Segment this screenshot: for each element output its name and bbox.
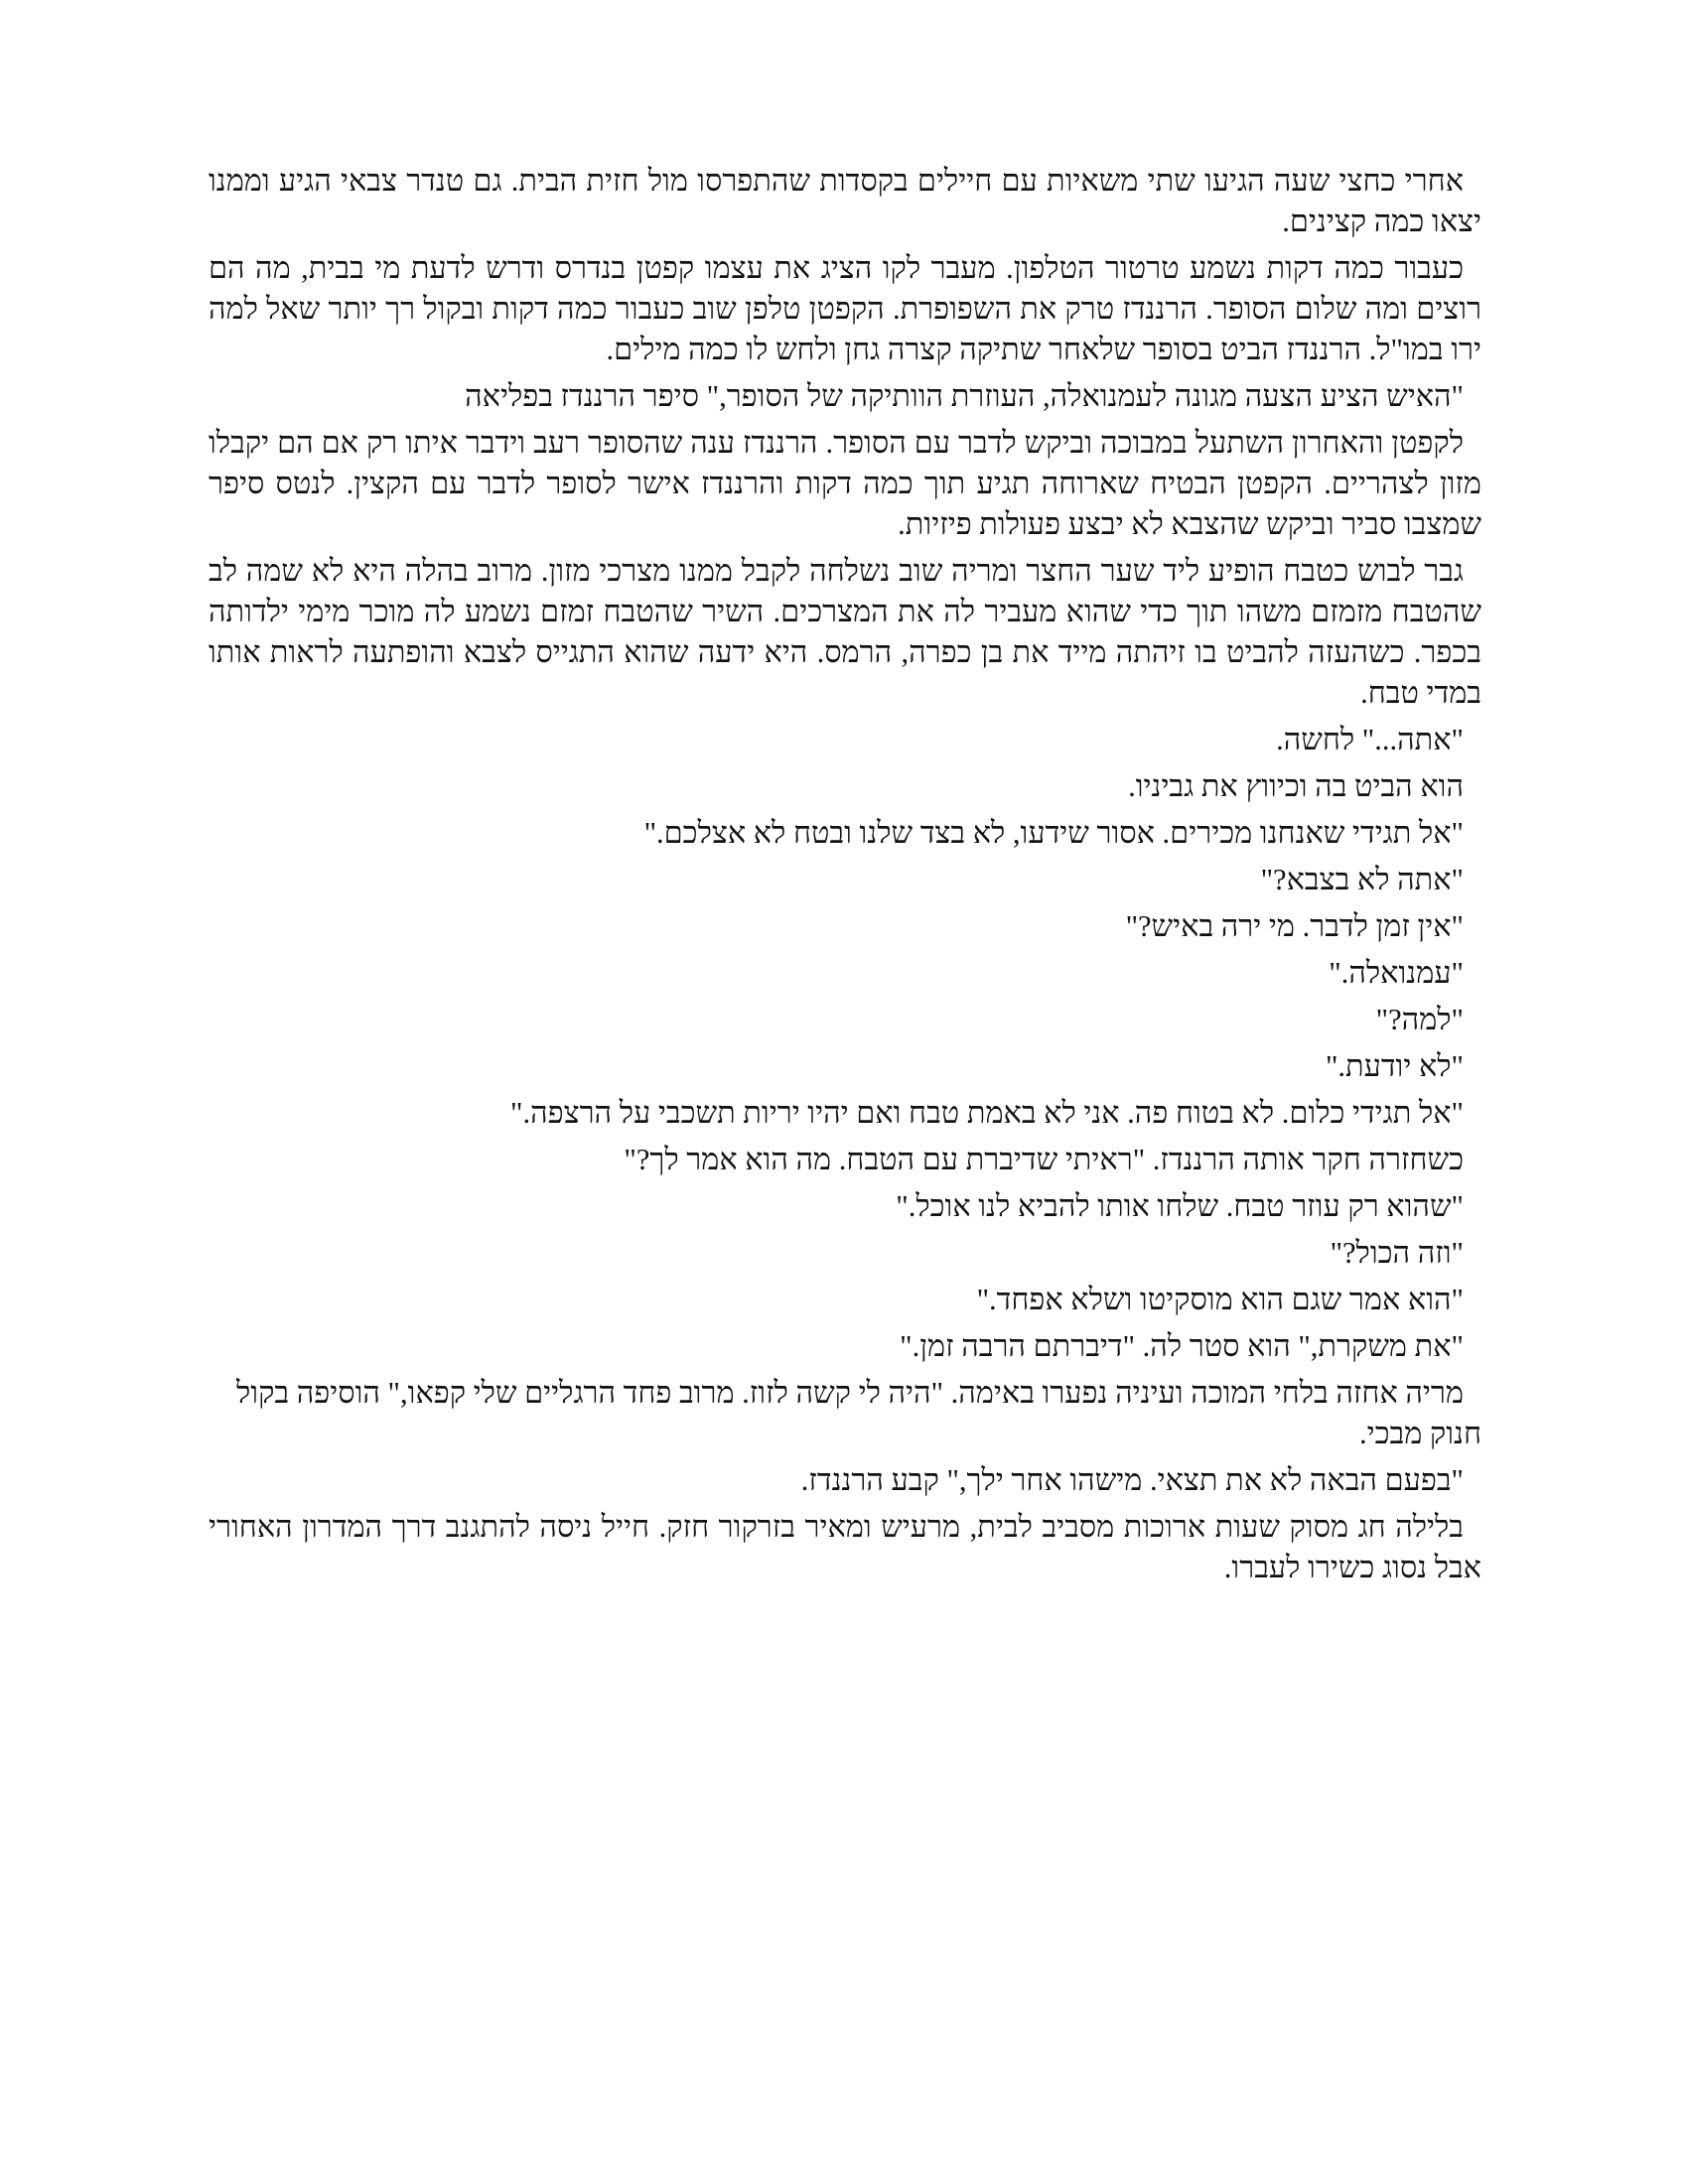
paragraph: גבר לבוש כטבח הופיע ליד שער החצר ומריה שוב נשלחה לקבל ממנו מצרכי מזון. מרוב בהלה היא לא שמה לב שהטבח מזמזם משהו תוך כדי שהוא מעביר לה את המצרכים. השיר שהטבח זמזם נשמע לה מוכר מימי ילדותה בכפר. כשהעזה להביט בו זיהתה מייד את בן כפרה, הרמס. היא ידעה שהוא התגייס לצבא והופתעה לראות אותו במדי טבח.: [209, 554, 1481, 710]
dialogue-line: "וזה הכול?": [1330, 1236, 1464, 1270]
paragraph: אחרי כחצי שעה הגיעו שתי משאיות עם חיילים בקסדות שהתפרסו מול חזית הבית. גם טנדר צבאי הגיע וממנו יצאו כמה קצינים.: [209, 164, 1481, 238]
dialogue-line: "למה?": [1375, 1003, 1464, 1036]
dialogue-line: "אל תגידי שאנחנו מכירים. אסור שידעו, לא בצד שלנו ובטח לא אצלכם.": [643, 816, 1464, 850]
dialogue-line: "אין זמן לדבר. מי ירה באיש?": [1125, 909, 1464, 943]
paragraph: לקפטן והאחרון השתעל במבוכה וביקש לדבר עם הסופר. הרננדז ענה שהסופר רעב וידבר איתו רק אם הם יקבלו מזון לצהריים. הקפטן הבטיח שארוחה תגיע תוך כמה דקות והרננדז אישר לסופר לדבר עם הקצין. לנטס סיפר שמצבו סביר וביקש שהצבא לא יבצע פעולות פיזיות.: [209, 426, 1481, 541]
dialogue-line: "הוא אמר שגם הוא מוסקיטו ושלא אפחד.": [976, 1283, 1464, 1316]
dialogue-line: "בפעם הבאה לא את תצאי. מישהו אחר ילך," קבע הרננדז.: [800, 1463, 1464, 1497]
paragraph: הוא הביט בה וכיווץ את גביניו.: [1128, 769, 1464, 803]
paragraph: כעבור כמה דקות נשמע טרטור הטלפון. מעבר לקו הציג את עצמו קפטן בנדרס ודרש לדעת מי בבית, מה הם רוצים ומה שלום הסופר. הרננדז טרק את השפופרת. הקפטן טלפן שוב כעבור כמה דקות ובקול רך יותר שאל למה ירו במו"ל. הרננדז הביט בסופר שלאחר שתיקה קצרה גחן ולחש לו כמה מילים.: [209, 251, 1481, 366]
dialogue-line: "את משקרת," הוא סטר לה. "דיברתם הרבה זמן.": [900, 1329, 1464, 1363]
paragraph: בלילה חג מסוק שעות ארוכות מסביב לבית, מרעיש ומאיר בזרקור חזק. חייל ניסה להתגנב דרך המדרון האחורי אבל נסוג כשירו לעברו.: [209, 1510, 1481, 1584]
story-text: [209, 161, 1481, 1594]
dialogue-line: "עמנואלה.": [1329, 956, 1464, 990]
dialogue-line: "אל תגידי כלום. לא בטוח פה. אני לא באמת טבח ואם יהיו יריות תשכבי על הרצפה.": [510, 1096, 1464, 1130]
dialogue-line: "לא יודעת.": [1325, 1049, 1464, 1083]
dialogue-line: "אתה..." לחשה.: [1276, 723, 1464, 756]
paragraph: כשחזרה חקר אותה הרננדז. "ראיתי שדיברת עם הטבח. מה הוא אמר לך?": [624, 1143, 1464, 1176]
dialogue-line: "אתה לא בצבא?": [1260, 863, 1464, 896]
paragraph: מריה אחזה בלחי המוכה ועיניה נפערו באימה. "היה לי קשה לזוז. מרוב פחד הרגליים שלי קפאו," הוסיפה בקול חנוק מבכי.: [236, 1376, 1481, 1450]
paragraph: "האיש הציע הצעה מגונה לעמנואלה, העוזרת הוותיקה של הסופר," סיפר הרננדז בפליאה: [465, 379, 1464, 413]
dialogue-line: "שהוא רק עוזר טבח. שלחו אותו להביא לנו אוכל.": [896, 1189, 1464, 1223]
